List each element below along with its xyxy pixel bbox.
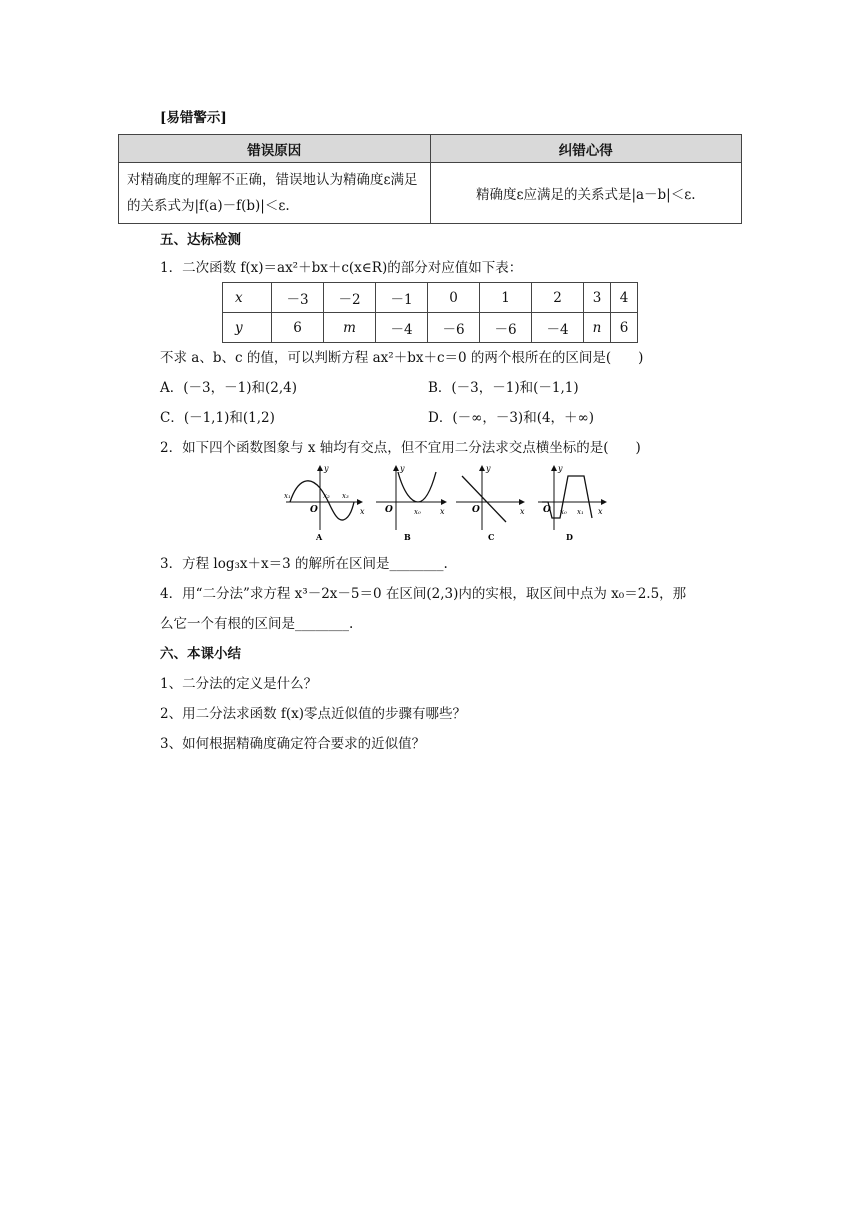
svg-text:x₂: x₂ bbox=[323, 492, 330, 500]
section5-title: 五、达标检测 bbox=[160, 232, 241, 248]
svg-text:y: y bbox=[400, 464, 405, 473]
svg-text:y: y bbox=[558, 464, 563, 473]
graph-label-c: C bbox=[488, 532, 495, 542]
graph-b bbox=[376, 464, 446, 542]
q1-option-c: C．(－1,1)和(1,2) bbox=[160, 410, 275, 426]
warning-table bbox=[118, 134, 742, 224]
graph-label-b: B bbox=[404, 532, 411, 542]
value-table-row-x bbox=[223, 283, 638, 313]
q2-graphs bbox=[280, 460, 610, 544]
graph-a bbox=[284, 464, 365, 542]
svg-text:O: O bbox=[385, 505, 393, 515]
table-cell: 0 bbox=[428, 283, 480, 313]
svg-text:y: y bbox=[486, 464, 491, 473]
table-cell: －3 bbox=[272, 283, 324, 313]
svg-text:x₃: x₃ bbox=[342, 492, 349, 500]
q1-option-a: A．(－3，－1)和(2,4) bbox=[160, 380, 297, 396]
q1-option-d: D．(－∞，－3)和(4，＋∞) bbox=[428, 410, 595, 426]
graph-d bbox=[538, 464, 606, 542]
table-cell: －6 bbox=[428, 313, 480, 343]
q4-line2: 么它一个有根的区间是________. bbox=[160, 616, 354, 632]
graph-c bbox=[456, 464, 525, 542]
table-cell: －1 bbox=[376, 283, 428, 313]
warning-title: [易错警示] bbox=[160, 110, 227, 126]
warning-col2-text: 精确度ε应满足的关系式是|a－b|＜ε. bbox=[430, 163, 742, 224]
table-cell: 3 bbox=[584, 283, 611, 313]
graph-label-a: A bbox=[316, 532, 323, 542]
svg-text:y: y bbox=[324, 464, 329, 473]
value-table bbox=[222, 282, 638, 343]
q1-option-b: B．(－3，－1)和(－1,1) bbox=[428, 380, 579, 396]
table-cell: 4 bbox=[611, 283, 638, 313]
table-cell: n bbox=[584, 313, 611, 343]
table-cell: m bbox=[324, 313, 376, 343]
svg-text:x: x bbox=[520, 507, 525, 516]
table-x-label: x bbox=[223, 283, 272, 313]
table-cell: 1 bbox=[480, 283, 532, 313]
table-cell: 6 bbox=[611, 313, 638, 343]
svg-text:x₀: x₀ bbox=[414, 508, 421, 516]
table-cell: －2 bbox=[324, 283, 376, 313]
summary-item: 3、如何根据精确度确定符合要求的近似值？ bbox=[160, 736, 426, 752]
summary-item: 1、二分法的定义是什么？ bbox=[160, 676, 318, 692]
table-cell: －4 bbox=[376, 313, 428, 343]
warning-col1-header: 错误原因 bbox=[119, 135, 431, 163]
table-cell: 2 bbox=[532, 283, 584, 313]
svg-text:O: O bbox=[310, 505, 318, 515]
svg-text:x₁: x₁ bbox=[284, 492, 291, 500]
svg-text:x: x bbox=[360, 507, 365, 516]
svg-text:O: O bbox=[472, 505, 480, 515]
q4-line1: 4．用“二分法”求方程 x³－2x－5＝0 在区间(2,3)内的实根，取区间中点为 x₀＝2.5，那 bbox=[160, 586, 687, 602]
q2-stem: 2．如下四个函数图象与 x 轴均有交点，但不宜用二分法求交点横坐标的是( ) bbox=[160, 440, 641, 456]
table-cell: －6 bbox=[480, 313, 532, 343]
table-y-label: y bbox=[223, 313, 272, 343]
warning-col1-text: 对精确度的理解不正确，错误地认为精确度ε满足的关系式为|f(a)－f(b)|＜ε. bbox=[119, 163, 431, 224]
warning-col2-header: 纠错心得 bbox=[430, 135, 742, 163]
q1-stem: 1．二次函数 f(x)＝ax²＋bx＋c(x∈R)的部分对应值如下表： bbox=[160, 260, 523, 276]
value-table-row-y bbox=[223, 313, 638, 343]
svg-text:x₁: x₁ bbox=[577, 508, 584, 516]
svg-text:x: x bbox=[598, 507, 603, 516]
q3-stem: 3．方程 log₃x＋x＝3 的解所在区间是________. bbox=[160, 556, 448, 572]
table-cell: －4 bbox=[532, 313, 584, 343]
svg-text:x: x bbox=[440, 507, 445, 516]
summary-item: 2、用二分法求函数 f(x)零点近似值的步骤有哪些？ bbox=[160, 706, 467, 722]
graph-label-d: D bbox=[566, 532, 573, 542]
q1-question: 不求 a、b、c 的值，可以判断方程 ax²＋bx＋c＝0 的两个根所在的区间是( ) bbox=[160, 350, 644, 366]
section6-title: 六、本课小结 bbox=[160, 646, 241, 662]
table-cell: 6 bbox=[272, 313, 324, 343]
svg-text:O: O bbox=[543, 505, 551, 515]
svg-text:x₀: x₀ bbox=[560, 508, 567, 516]
